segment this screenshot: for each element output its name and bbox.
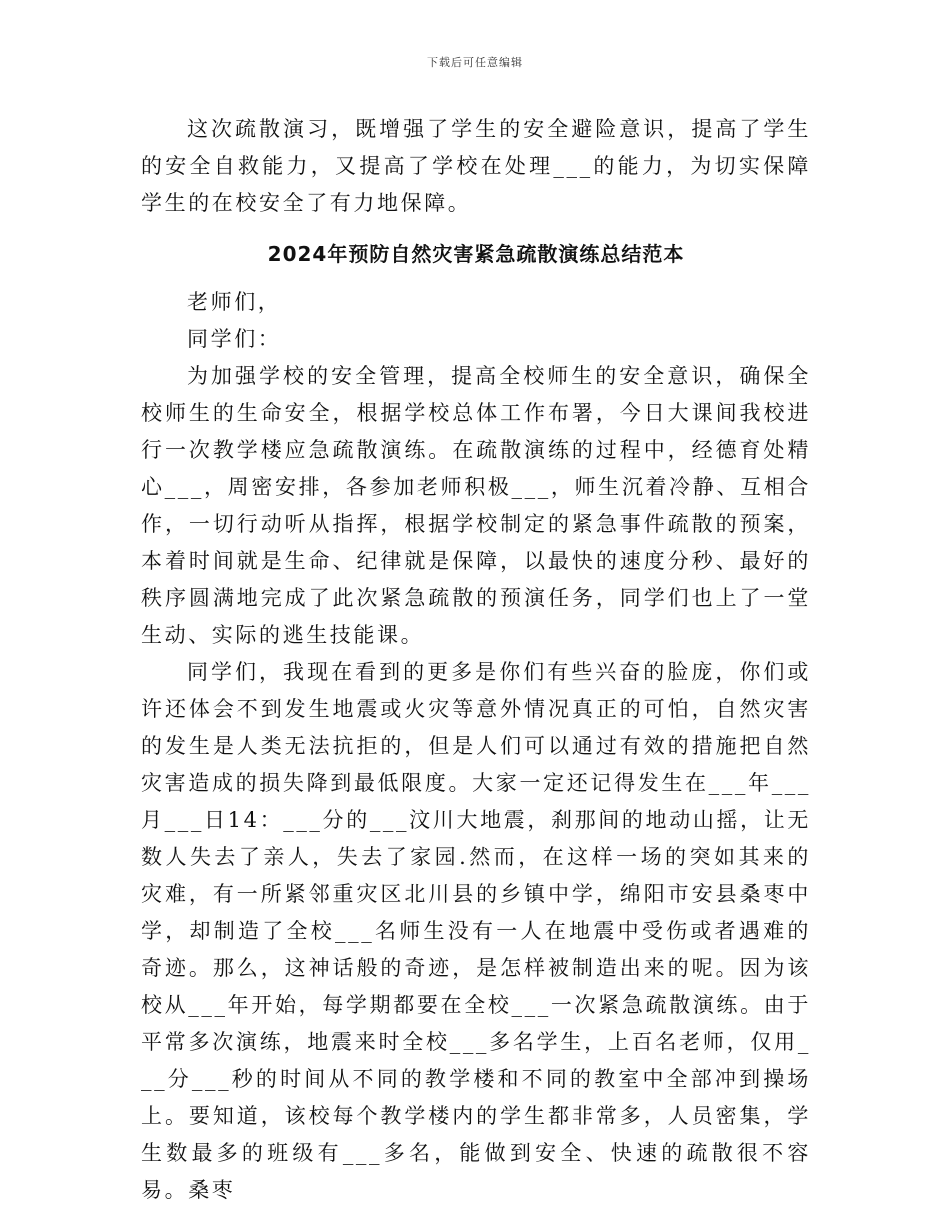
salutation-teachers: 老师们， <box>187 290 282 314</box>
body-paragraph-2: 同学们，我现在看到的更多是你们有些兴奋的脸庞，你们或许还体会不到发生地震或火灾等意外情况真正的可怕，自然灾害的发生是人类无法抗拒的，但是人们可以通过有效的措施把自然灾害造成的损失降到最低限度。大家一定还记得发生在___年___月___日14：___分的___汶川大地震，刹那间的地动山摇，让无数人失去了亲人，失去了家园.然而，在这样一场的突如其来的灾难，有一所紧邻重灾区北川县的乡镇中学，绵阳市安县桑枣中学，却制造了全校___名师生没有一人在地震中受伤或者遇难的奇迹。那么，这神话般的奇迹，是怎样被制造出来的呢。因为该校从___年开始，每学期都要在全校___一次紧急疏散演练。由于平常多次演练，地震来时全校___多名学生，上百名老师，仅用___分___秒的时间从不同的教学楼和不同的教室中全部冲到操场上。要知道，该校每个教学楼内的学生都非常多，人员密集，学生数最多的班级有___多名，能做到安全、快速的疏散很不容易。桑枣 <box>141 660 811 1202</box>
document-title: 2024年预防自然灾害紧急疏散演练总结范本 <box>267 242 685 266</box>
salutation-students: 同学们： <box>187 327 282 351</box>
intro-paragraph: 这次疏散演习，既增强了学生的安全避险意识，提高了学生的安全自救能力，又提高了学校在处理___的能力，为切实保障学生的在校安全了有力地保障。 <box>141 117 811 215</box>
document-body <box>141 111 811 1209</box>
page-header: 下载后可任意编辑 <box>427 56 523 69</box>
body-paragraph-1: 为加强学校的安全管理，提高全校师生的安全意识，确保全校师生的生命安全，根据学校总体工作布署，今日大课间我校进行一次教学楼应急疏散演练。在疏散演练的过程中，经德育处精心___，周密安排，各参加老师积极___，师生沉着冷静、互相合作，一切行动听从指挥，根据学校制定的紧急事件疏散的预案，本着时间就是生命、纪律就是保障，以最快的速度分秒、最好的秩序圆满地完成了此次紧急疏散的预演任务，同学们也上了一堂生动、实际的逃生技能课。 <box>141 364 811 647</box>
